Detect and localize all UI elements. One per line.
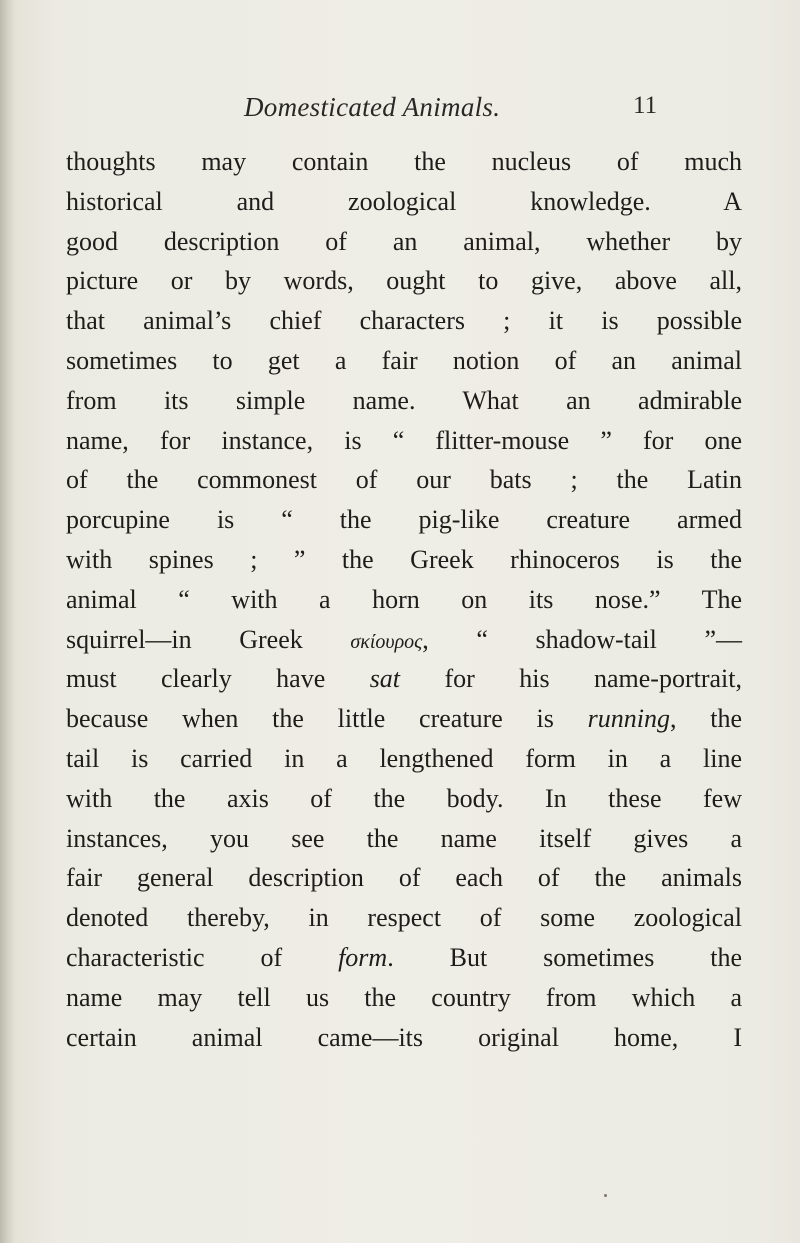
paper-speck — [604, 1194, 607, 1197]
text-line: with the axis of the body. In these few — [66, 783, 742, 813]
text-segment: for his name-portrait, — [400, 664, 742, 694]
text-line: animal “ with a horn on its nose.” The — [66, 584, 742, 614]
text-segment: squirrel—in Greek — [66, 624, 351, 654]
greek-word: σκίουρος — [350, 630, 423, 653]
text-segment: , the — [669, 704, 743, 734]
text-line: good description of an animal, whether by — [66, 226, 742, 256]
text-line: name may tell us the country from which a — [66, 982, 742, 1012]
text-line-italic — [66, 659, 742, 699]
text-line: from its simple name. What an admirable — [66, 385, 742, 415]
page-number: 11 — [633, 92, 658, 119]
text-segment: . But sometimes the — [387, 942, 742, 972]
text-line: sometimes to get a fair notion of an animal — [66, 345, 742, 375]
text-line-greek — [66, 620, 742, 660]
body-text — [66, 142, 742, 1057]
text-line: historical and zoological knowledge. A — [66, 186, 742, 216]
text-line: certain animal came—its original home, I — [66, 1022, 742, 1052]
running-title: Domesticated Animals. — [244, 92, 501, 122]
text-line: name, for instance, is “ flitter-mouse ” for one — [66, 425, 742, 455]
text-segment: , “ shadow-tail ”— — [422, 624, 742, 654]
text-line: thoughts may contain the nucleus of much — [66, 147, 742, 176]
italic-word: running — [587, 704, 670, 734]
text-line: picture or by words, ought to give, above all, — [66, 266, 742, 296]
text-line: instances, you see the name itself gives a — [66, 823, 742, 853]
text-segment: must clearly have — [66, 664, 370, 694]
text-line: porcupine is “ the pig-like creature armed — [66, 505, 742, 535]
page-header — [0, 92, 800, 132]
italic-word: form — [338, 942, 388, 972]
text-line: of the commonest of our bats ; the Latin — [66, 465, 742, 495]
page-binding-shadow — [0, 0, 14, 1243]
text-line-italic — [66, 699, 742, 739]
text-segment: characteristic of — [66, 942, 339, 972]
text-line-italic — [66, 938, 742, 978]
text-line: fair general description of each of the animals — [66, 863, 742, 893]
text-line: denoted thereby, in respect of some zoological — [66, 903, 742, 933]
text-line: with spines ; ” the Greek rhinoceros is the — [66, 544, 742, 574]
text-segment: because when the little creature is — [66, 704, 588, 734]
text-line: tail is carried in a lengthened form in a line — [66, 743, 742, 773]
text-line: that animal’s chief characters ; it is possible — [66, 306, 742, 336]
italic-word: sat — [369, 664, 401, 694]
